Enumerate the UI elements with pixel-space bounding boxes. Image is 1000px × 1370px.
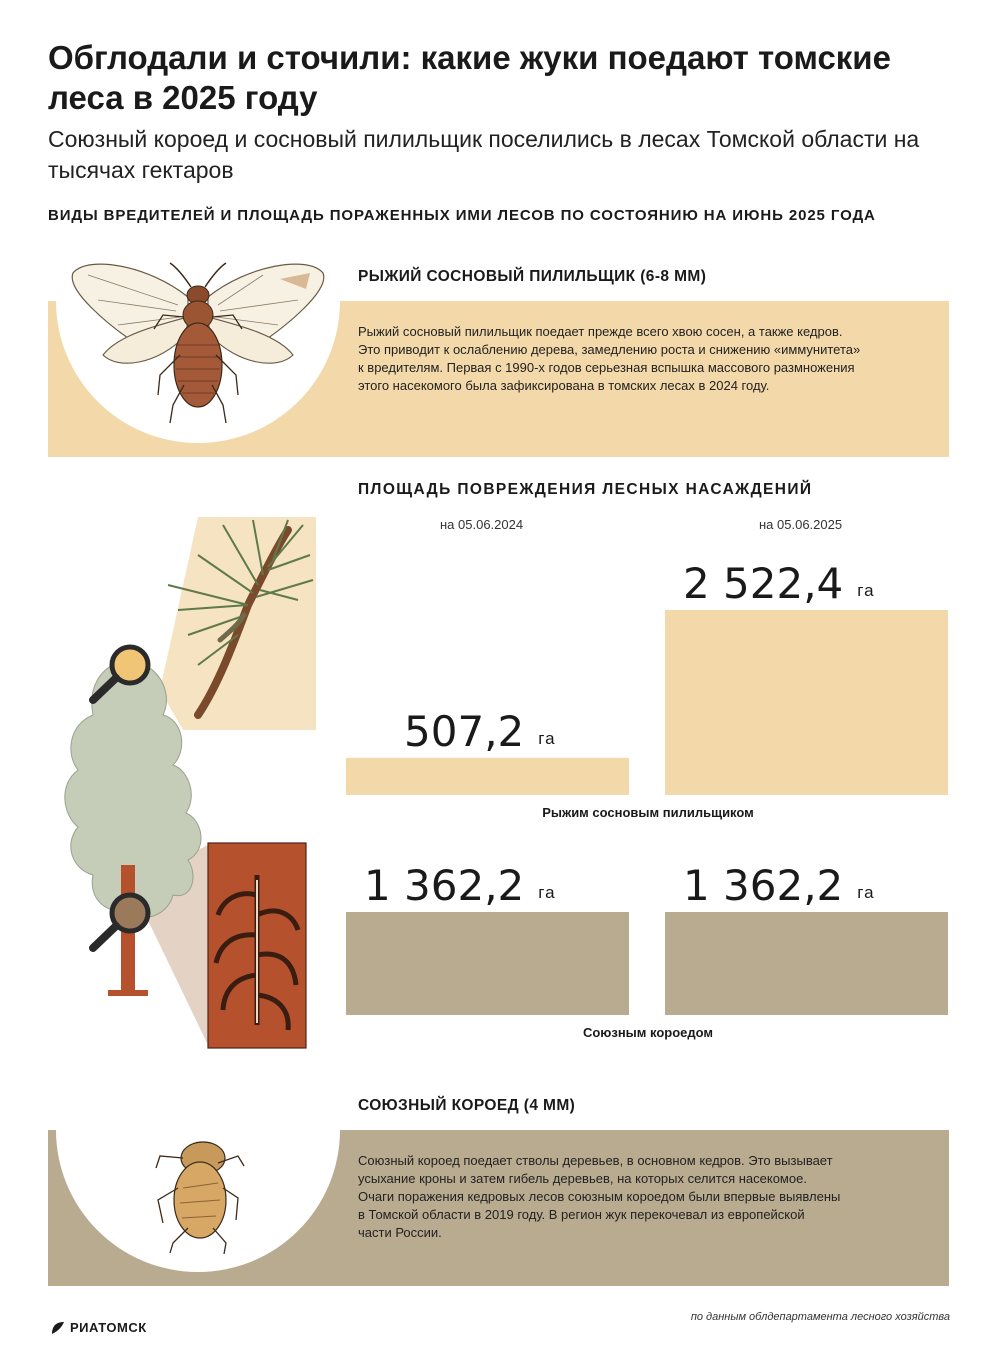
sawfly-text-line: к вредителям. Первая с 1990-х годов серьезная вспышка массового размножения [358, 360, 855, 375]
sawfly-text-line: этого насекомого была зафиксирована в томских лесах в 2024 году. [358, 378, 770, 393]
beetle-title: СОЮЗНЫЙ КОРОЕД (4 ММ) [358, 1097, 576, 1114]
beetle-text-line: Очаги поражения кедровых лесов союзным короедом были впервые выявлены [358, 1189, 841, 1204]
data-label-unit: га [857, 581, 875, 600]
sawfly-text-line: Рыжий сосновый пилильщик поедает прежде всего хвою сосен, а также кедров. [358, 324, 843, 339]
series-label: Союзным короедом [582, 1025, 714, 1040]
bar-sawfly-0 [346, 758, 629, 795]
bar-chart [340, 540, 960, 1070]
source-note: по данным облдепартамента лесного хозяйства [690, 1311, 950, 1323]
beetle-text-line: в Томской области в 2019 году. В регион жук перекочевал из европейской [358, 1207, 805, 1222]
bar-beetle-0 [346, 912, 629, 1015]
chart-title: ПЛОЩАДЬ ПОВРЕЖДЕНИЯ ЛЕСНЫХ НАСАЖДЕНИЙ [358, 481, 813, 498]
beetle-illustration [48, 1128, 348, 1288]
data-label-unit: га [538, 883, 556, 902]
data-label-unit: га [857, 883, 875, 902]
data-label-value: 2 522,4 [682, 559, 844, 608]
beetle-description [358, 1152, 938, 1242]
data-label-value: 1 362,2 [363, 861, 525, 910]
page-subtitle: Союзный короед и сосновый пилильщик поселились в лесах Томской области на тысячах гектаров [48, 126, 920, 183]
ria-tomsk-logo [50, 1320, 147, 1335]
data-label-value: 1 362,2 [682, 861, 844, 910]
series-label: Рыжим сосновым пилильщиком [542, 805, 754, 820]
sawfly-text-line: Это приводит к ослаблению дерева, замедлению роста и снижению «иммунитета» [358, 342, 861, 357]
beetle-text-line: усыхание кроны и затем гибель деревьев, на которых селится насекомое. [358, 1171, 807, 1186]
beetle-text-line: части России. [358, 1225, 442, 1240]
data-label-unit: га [538, 728, 556, 748]
tree-illustration [48, 515, 338, 1060]
data-label-value: 507,2 [404, 706, 525, 756]
sawfly-title: РЫЖИЙ СОСНОВЫЙ ПИЛИЛЬЩИК (6-8 ММ) [358, 268, 707, 285]
date-label-2025: на 05.06.2025 [759, 517, 843, 532]
bar-beetle-1 [665, 912, 948, 1015]
sawfly-illustration [48, 245, 348, 460]
section-heading: ВИДЫ ВРЕДИТЕЛЕЙ И ПЛОЩАДЬ ПОРАЖЕННЫХ ИМИ ЛЕСОВ ПО СОСТОЯНИЮ НА ИЮНЬ 2025 ГОДА [48, 207, 876, 224]
bar-sawfly-1 [665, 610, 948, 795]
page-title: Обглодали и сточили: какие жуки поедают томские леса в 2025 году [48, 39, 891, 116]
logo-mark-icon [50, 1321, 66, 1335]
date-label-2024: на 05.06.2024 [440, 517, 524, 532]
beetle-text-line: Союзный короед поедает стволы деревьев, в основном кедров. Это вызывает [358, 1153, 833, 1168]
logo-text: РИАТОМСК [70, 1320, 147, 1335]
sawfly-description [358, 323, 938, 395]
